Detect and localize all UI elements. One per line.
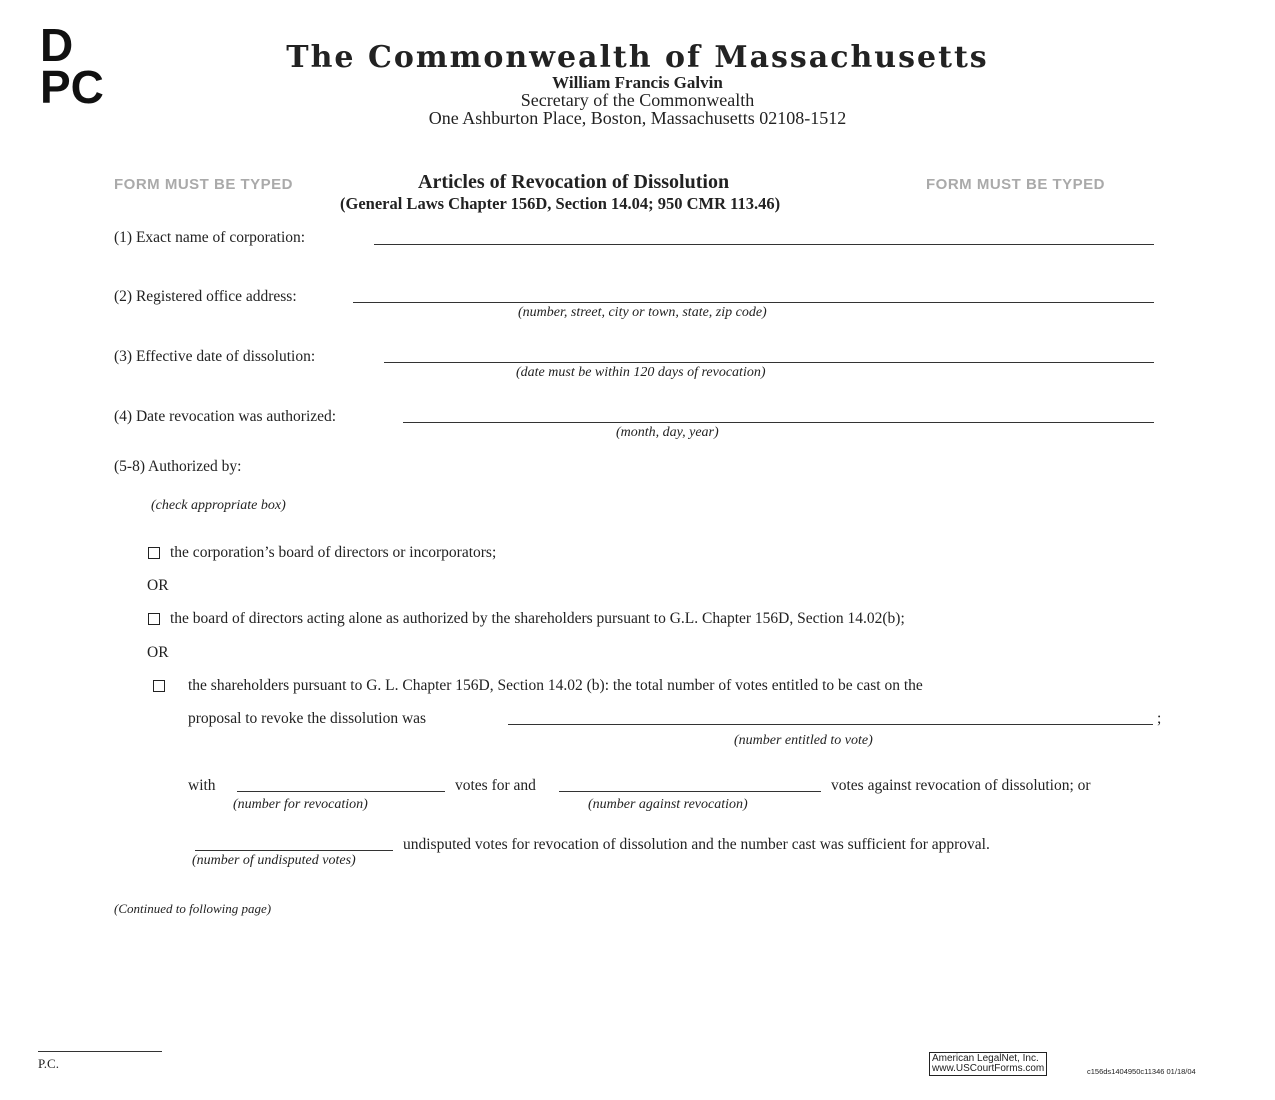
- office-address-hint: (number, street, city or town, state, zip code): [518, 305, 767, 320]
- secretary-name: William Francis Galvin: [552, 73, 723, 92]
- office-address: One Ashburton Place, Boston, Massachusetts 02108-1512: [428, 108, 847, 128]
- votes-against-hint: (number against revocation): [588, 797, 748, 812]
- votes-for-hint: (number for revocation): [233, 797, 368, 812]
- option-shareholders-line2: proposal to revoke the dissolution was: [188, 710, 427, 727]
- typed-notice-left: FORM MUST BE TYPED: [114, 176, 294, 193]
- logo-line-2: PC: [40, 61, 104, 113]
- publisher-url: www.USCourtForms.com: [932, 1063, 1045, 1074]
- undisputed-votes-field[interactable]: [195, 850, 393, 851]
- undisputed-votes-label: undisputed votes for revocation of dissolution and the number cast was sufficient for approval.: [403, 836, 990, 853]
- or-separator: OR: [147, 577, 169, 594]
- votes-entitled-hint: (number entitled to vote): [734, 733, 873, 748]
- continued-note: (Continued to following page): [114, 901, 272, 916]
- with-label: with: [188, 777, 216, 794]
- undisputed-votes-hint: (number of undisputed votes): [192, 853, 356, 868]
- or-separator: OR: [147, 644, 169, 661]
- logo-line-1: D: [40, 19, 74, 71]
- checkbox-board-alone[interactable]: [148, 613, 160, 625]
- form-code: c156ds1404950c11346 01/18/04: [1087, 1067, 1196, 1076]
- option-shareholders-label: the shareholders pursuant to G. L. Chapter 156D, Section 14.02 (b): the total number of votes entitled to be cast on the: [188, 677, 923, 694]
- office-address-label: (2) Registered office address:: [114, 288, 297, 305]
- option-board-alone-label: the board of directors acting alone as authorized by the shareholders pursuant to G.L. Chapter 156D, Section 14.02(b);: [170, 610, 905, 627]
- revocation-date-label: (4) Date revocation was authorized:: [114, 408, 337, 425]
- dissolution-date-label: (3) Effective date of dissolution:: [114, 348, 316, 365]
- votes-against-label: votes against revocation of dissolution; or: [831, 777, 1091, 794]
- pc-label: P.C.: [38, 1056, 59, 1071]
- dissolution-date-hint: (date must be within 120 days of revocation): [516, 365, 766, 380]
- secretary-title: Secretary of the Commonwealth: [520, 90, 755, 110]
- votes-for-label: votes for and: [455, 777, 536, 794]
- votes-against-field[interactable]: [559, 791, 821, 792]
- corp-name-label: (1) Exact name of corporation:: [114, 229, 306, 246]
- revocation-date-hint: (month, day, year): [616, 425, 719, 440]
- checkbox-board[interactable]: [148, 547, 160, 559]
- check-hint: (check appropriate box): [151, 498, 286, 513]
- publisher-name: American LegalNet, Inc.: [932, 1053, 1039, 1064]
- revocation-date-field[interactable]: [403, 422, 1154, 423]
- footer-rule: [38, 1051, 162, 1052]
- votes-entitled-field[interactable]: [508, 724, 1153, 725]
- dissolution-date-field[interactable]: [384, 362, 1154, 363]
- checkbox-shareholders[interactable]: [153, 680, 165, 692]
- semicolon: ;: [1157, 710, 1162, 727]
- authorized-by-label: (5-8) Authorized by:: [114, 458, 242, 475]
- commonwealth-heading: The Commonwealth of Massachusetts: [286, 40, 989, 75]
- votes-for-field[interactable]: [237, 791, 445, 792]
- typed-notice-right: FORM MUST BE TYPED: [926, 176, 1106, 193]
- publisher-box: [929, 1052, 1047, 1076]
- option-board-label: the corporation’s board of directors or incorporators;: [170, 544, 497, 561]
- form-subtitle: (General Laws Chapter 156D, Section 14.04; 950 CMR 113.46): [340, 194, 781, 213]
- form-title: Articles of Revocation of Dissolution: [418, 171, 730, 193]
- office-address-field[interactable]: [353, 302, 1154, 303]
- corp-name-field[interactable]: [374, 244, 1154, 245]
